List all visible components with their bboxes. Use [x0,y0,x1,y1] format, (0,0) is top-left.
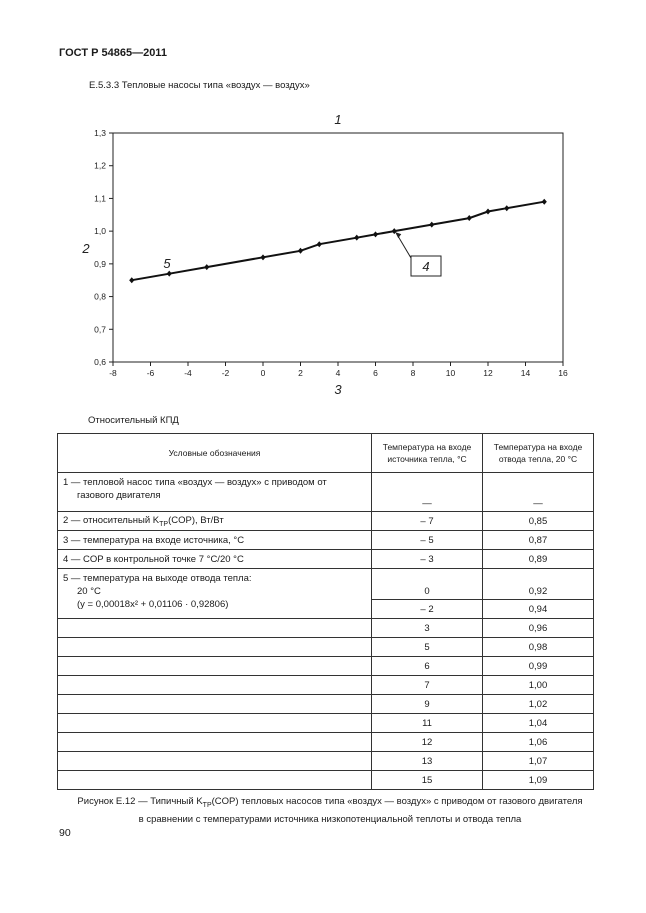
legend-empty [58,714,372,733]
table-row [58,676,594,695]
x-tick-label: 4 [335,368,341,378]
table-row [58,657,594,676]
y-tick-label: 1,2 [94,160,106,171]
table-row [58,752,594,771]
x-tick-label: -4 [184,368,192,378]
document-header: ГОСТ Р 54865—2011 [59,47,167,59]
cell: – 3 [372,550,483,569]
y-tick-label: 0,9 [94,258,106,269]
legend-empty [58,657,372,676]
cell: 5 [372,638,483,657]
cell: 0,99 [483,657,594,676]
cell: 0,85 [483,512,594,531]
cell: — [372,473,483,512]
legend-empty [58,676,372,695]
legend-1: 1 — тепловой насос типа «воздух — воздух» с приводом от газового двигателя [58,473,372,512]
legend-5: 5 — температура на выходе отвода тепла: 20 °С (y = 0,00018x² + 0,01106 · 0,92806) [58,569,372,619]
y-tick-label: 0,6 [94,357,106,367]
table-row [58,733,594,752]
cell: 1,04 [483,714,594,733]
cell: 7 [372,676,483,695]
cell: — [483,473,594,512]
data-point [298,248,303,254]
cell: 13 [372,752,483,771]
cell: 0,89 [483,550,594,569]
data-point [542,199,547,205]
data-point [467,215,472,221]
chart-annotations [81,112,441,397]
table-row [58,550,594,569]
cell: 1,09 [483,771,594,790]
table-row [58,569,594,600]
table-row [58,473,594,512]
chart-ticks [94,128,568,378]
header-sink-temp: Температура на входе отвода тепла, 20 °С [483,434,594,473]
table-row [58,619,594,638]
table-row [58,771,594,790]
cell: – 2 [372,600,483,619]
cell: 6 [372,657,483,676]
callout-2: 2 [82,241,90,256]
data-point [504,205,509,211]
table-row [58,512,594,531]
series-line [132,202,545,281]
callout-1: 1 [334,112,342,127]
x-tick-label: 0 [260,368,266,378]
header-source-temp: Температура на входе источника тепла, °С [372,434,483,473]
legend-empty [58,638,372,657]
data-table [57,433,594,790]
x-tick-label: 8 [410,368,416,378]
cell: 0,98 [483,638,594,657]
legend-3: 3 — температура на входе источника, °С [58,531,372,550]
figure-caption: Рисунок Е.12 — Типичный $K_{ТР}(COP)$ тепловых насосов типа «воздух — воздух» с приводом от газового двигателя в сравнении с температурами источника низкопотенциальной теплоты и отвода тепла [77,796,583,825]
legend-empty [58,695,372,714]
cell: 1,06 [483,733,594,752]
y-tick-label: 0,7 [94,324,106,335]
cop-chart [0,0,646,410]
cell: 0,94 [483,600,594,619]
data-point [204,264,209,270]
x-tick-label: 16 [558,368,568,378]
y-tick-label: 1,1 [94,193,106,204]
legend-empty [58,619,372,638]
page-number: 90 [59,827,71,839]
y-tick-label: 1,0 [94,226,106,237]
cell: 1,07 [483,752,594,771]
table-row [58,714,594,733]
x-tick-label: 2 [298,368,303,378]
data-point [373,231,378,237]
x-tick-label: 10 [445,368,456,378]
cell: 11 [372,714,483,733]
chart-series [129,199,547,284]
table-header-row [58,434,594,473]
cell: 0,92 [483,569,594,600]
cell: 9 [372,695,483,714]
y-tick-label: 1,3 [94,128,106,138]
cell: 15 [372,771,483,790]
legend-empty [58,733,372,752]
x-tick-label: 6 [373,368,378,378]
x-tick-label: -2 [221,368,230,378]
cell: 1,00 [483,676,594,695]
x-tick-label: -6 [146,368,155,378]
callout-4: 4 [422,259,430,274]
callout-4-arrowhead [395,232,401,238]
data-point [429,222,434,228]
data-point [260,254,265,260]
legend-2: 2 — относительный $K_{ТР}(COP)$, Вт/Вт [58,512,372,531]
plot-frame [113,133,563,362]
x-tick-label: 12 [483,368,493,378]
data-point [129,277,134,283]
cell: 0,96 [483,619,594,638]
legend-4: 4 — COP в контрольной точке 7 °С/20 °С [58,550,372,569]
table-title: Относительный КПД [88,415,179,426]
legend-empty [58,752,372,771]
y-tick-label: 0,8 [94,291,106,302]
section-title: Е.5.3.3 Тепловые насосы типа «воздух — воздух» [89,80,310,91]
cell: 0 [372,569,483,600]
chart-grid [113,133,563,362]
callout-3: 3 [334,382,342,397]
header-legend: Условные обозначения [58,434,372,473]
table-row [58,638,594,657]
data-point [167,271,172,277]
cell: 0,87 [483,531,594,550]
data-point [485,209,490,215]
table-row [58,531,594,550]
table-row [58,695,594,714]
x-tick-label: -8 [109,368,117,378]
data-point [354,235,359,241]
cell: – 5 [372,531,483,550]
callout-5: 5 [163,256,171,271]
cell: 3 [372,619,483,638]
cell: 1,02 [483,695,594,714]
legend-empty [58,771,372,790]
x-tick-label: 14 [520,368,531,378]
data-point [317,241,322,247]
cell: – 7 [372,512,483,531]
cell: 12 [372,733,483,752]
